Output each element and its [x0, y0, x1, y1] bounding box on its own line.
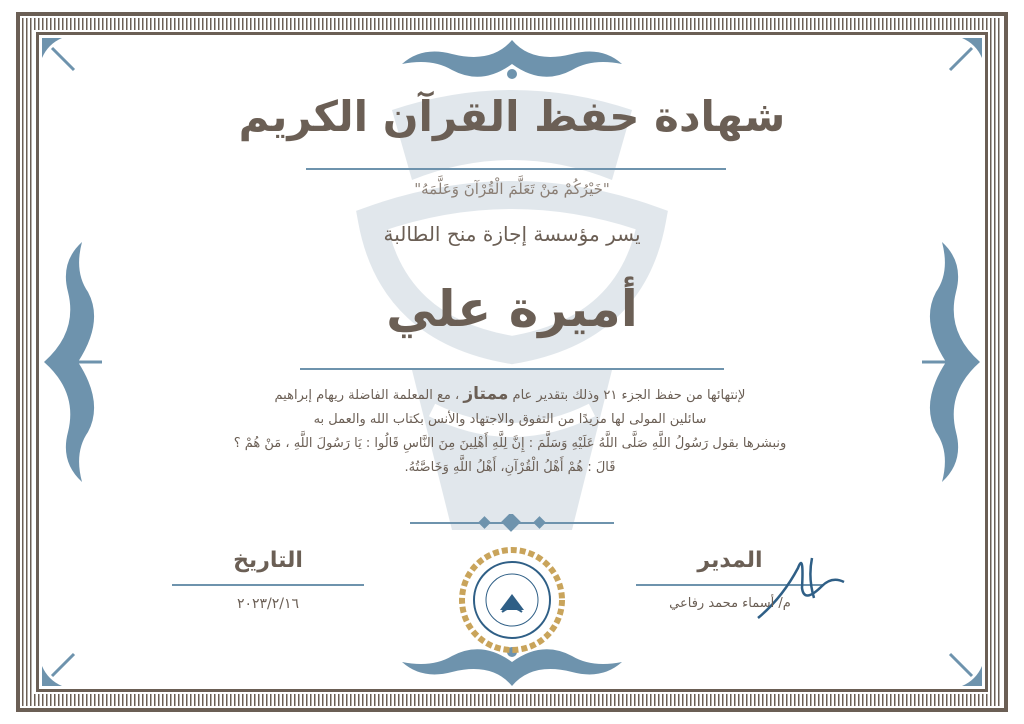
quran-seal-icon: [458, 546, 566, 654]
corner-ornament-icon: [38, 650, 78, 690]
body-line-1-suffix: ، مع المعلمة الفاضلة ريهام إبراهيم: [274, 388, 460, 403]
certificate-title: شهادة حفظ القرآن الكريم: [238, 92, 786, 141]
date-value: ٢٠٢٣/٢/١٦: [236, 596, 300, 612]
corner-ornament-icon: [38, 34, 78, 74]
corner-ornament-icon: [946, 650, 986, 690]
body-line-2: سائلين المولى لها مزيدًا من التفوق والاجتهاد والأنس بكتاب الله والعمل به: [313, 412, 707, 427]
date-label: التاريخ: [233, 548, 303, 573]
certificate-body: [230, 382, 790, 480]
grade-value: ممتاز: [463, 384, 509, 404]
floral-ornament-icon: [38, 212, 108, 512]
floral-ornament-icon: [916, 212, 986, 512]
body-line-1: [230, 382, 790, 408]
date-underline: [172, 584, 364, 586]
signature-icon: [752, 538, 852, 628]
body-line-3: ونبشرها بقول رَسُولُ اللَّهِ صَلَّى اللَّهُ عَلَيْهِ وَسَلَّمَ : إِنَّ لِلَّهِ أَهْلِينَ مِنَ النَّاسِ قَالُوا : يَا رَسُولَ اللَّهِ ، مَنْ هُمْ ؟: [233, 436, 787, 451]
diamond-divider-icon: [410, 514, 614, 532]
name-underline: [300, 368, 724, 370]
hadith-quote: "خَيْرُكُمْ مَنْ تَعَلَّمَ الْقُرْآنَ وَعَلَّمَهُ": [414, 180, 610, 198]
corner-ornament-icon: [946, 34, 986, 74]
director-label: المدير: [697, 548, 763, 573]
title-underline: [306, 168, 726, 170]
student-name: أميرة علي: [386, 280, 638, 338]
body-line-4: قَالَ : هُمْ أَهْلُ الْقُرْآنِ، أَهْلُ اللَّهِ وَخَاصَّتُهُ.: [404, 460, 616, 475]
floral-ornament-icon: [372, 34, 652, 90]
director-name: م/ أسماء محمد رفاعي: [669, 596, 791, 611]
body-line-1-prefix: لإنتهائها من حفظ الجزء ٢١ وذلك بتقدير عام: [512, 388, 746, 403]
intro-text: يسر مؤسسة إجازة منح الطالبة: [383, 222, 641, 246]
